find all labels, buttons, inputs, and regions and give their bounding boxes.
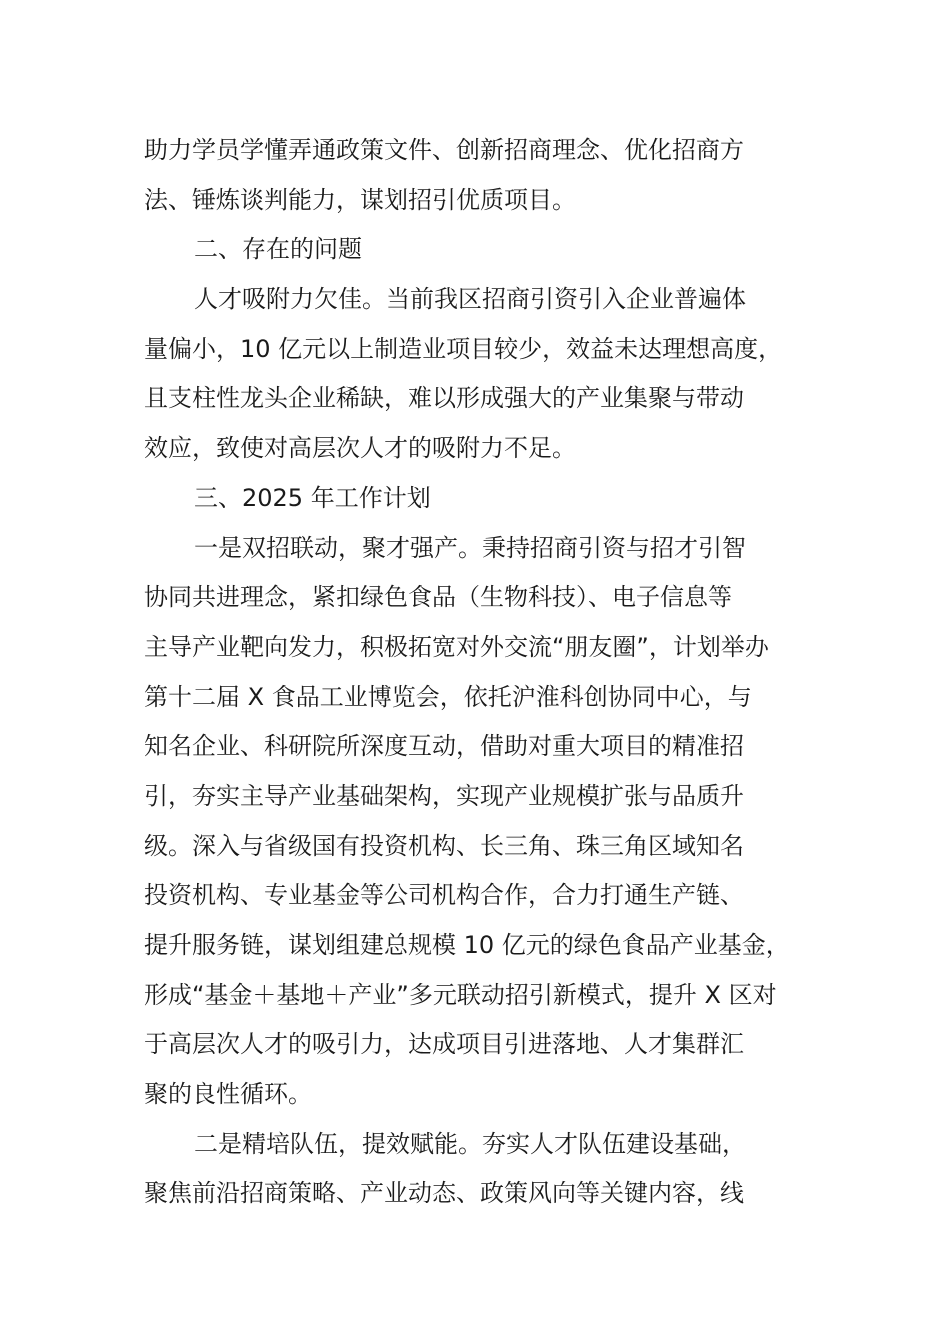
text-line: 量偏小，10 亿元以上制造业项目较少，效益未达理想高度， <box>144 334 783 363</box>
text-line: 知名企业、科研院所深度互动，借助对重大项目的精准招 <box>144 732 744 761</box>
text-line: 二是精培队伍，提效赋能。夯实人才队伍建设基础， <box>194 1129 746 1158</box>
text-line: 投资机构、专业基金等公司机构合作，合力打通生产链、 <box>144 881 744 910</box>
text-line: 且支柱性龙头企业稀缺，难以形成强大的产业集聚与带动 <box>144 384 744 413</box>
text-line: 效应，致使对高层次人才的吸附力不足。 <box>144 434 576 463</box>
text-line: 引，夯实主导产业基础架构，实现产业规模扩张与品质升 <box>144 781 744 810</box>
text-line: 协同共进理念，紧扣绿色食品（生物科技）、电子信息等 <box>144 583 732 612</box>
text-line: 聚的良性循环。 <box>144 1080 312 1109</box>
text-line: 主导产业靶向发力，积极拓宽对外交流“朋友圈”，计划举办 <box>144 632 769 661</box>
text-line: 第十二届 X 食品工业博览会，依托沪淮科创协同中心，与 <box>144 682 752 711</box>
text-line: 于高层次人才的吸引力，达成项目引进落地、人才集群汇 <box>144 1030 744 1059</box>
text-line: 级。深入与省级国有投资机构、长三角、珠三角区域知名 <box>144 831 744 860</box>
text-line: 提升服务链，谋划组建总规模 10 亿元的绿色食品产业基金， <box>144 931 790 959</box>
document-body <box>144 126 834 1219</box>
text-line: 助力学员学懂弄通政策文件、创新招商理念、优化招商方 <box>144 136 744 164</box>
text-line: 形成“基金＋基地＋产业”多元联动招引新模式，提升 X 区对 <box>144 980 777 1009</box>
text-line: 人才吸附力欠佳。当前我区招商引资引入企业普遍体 <box>194 285 746 314</box>
text-line: 法、锤炼谈判能力，谋划招引优质项目。 <box>144 185 576 214</box>
section-heading: 三、2025 年工作计划 <box>194 483 431 512</box>
text-line: 一是双招联动，聚才强产。秉持招商引资与招才引智 <box>194 533 746 562</box>
section-heading: 二、存在的问题 <box>194 235 362 264</box>
text-line: 聚焦前沿招商策略、产业动态、政策风向等关键内容，线 <box>144 1179 744 1208</box>
